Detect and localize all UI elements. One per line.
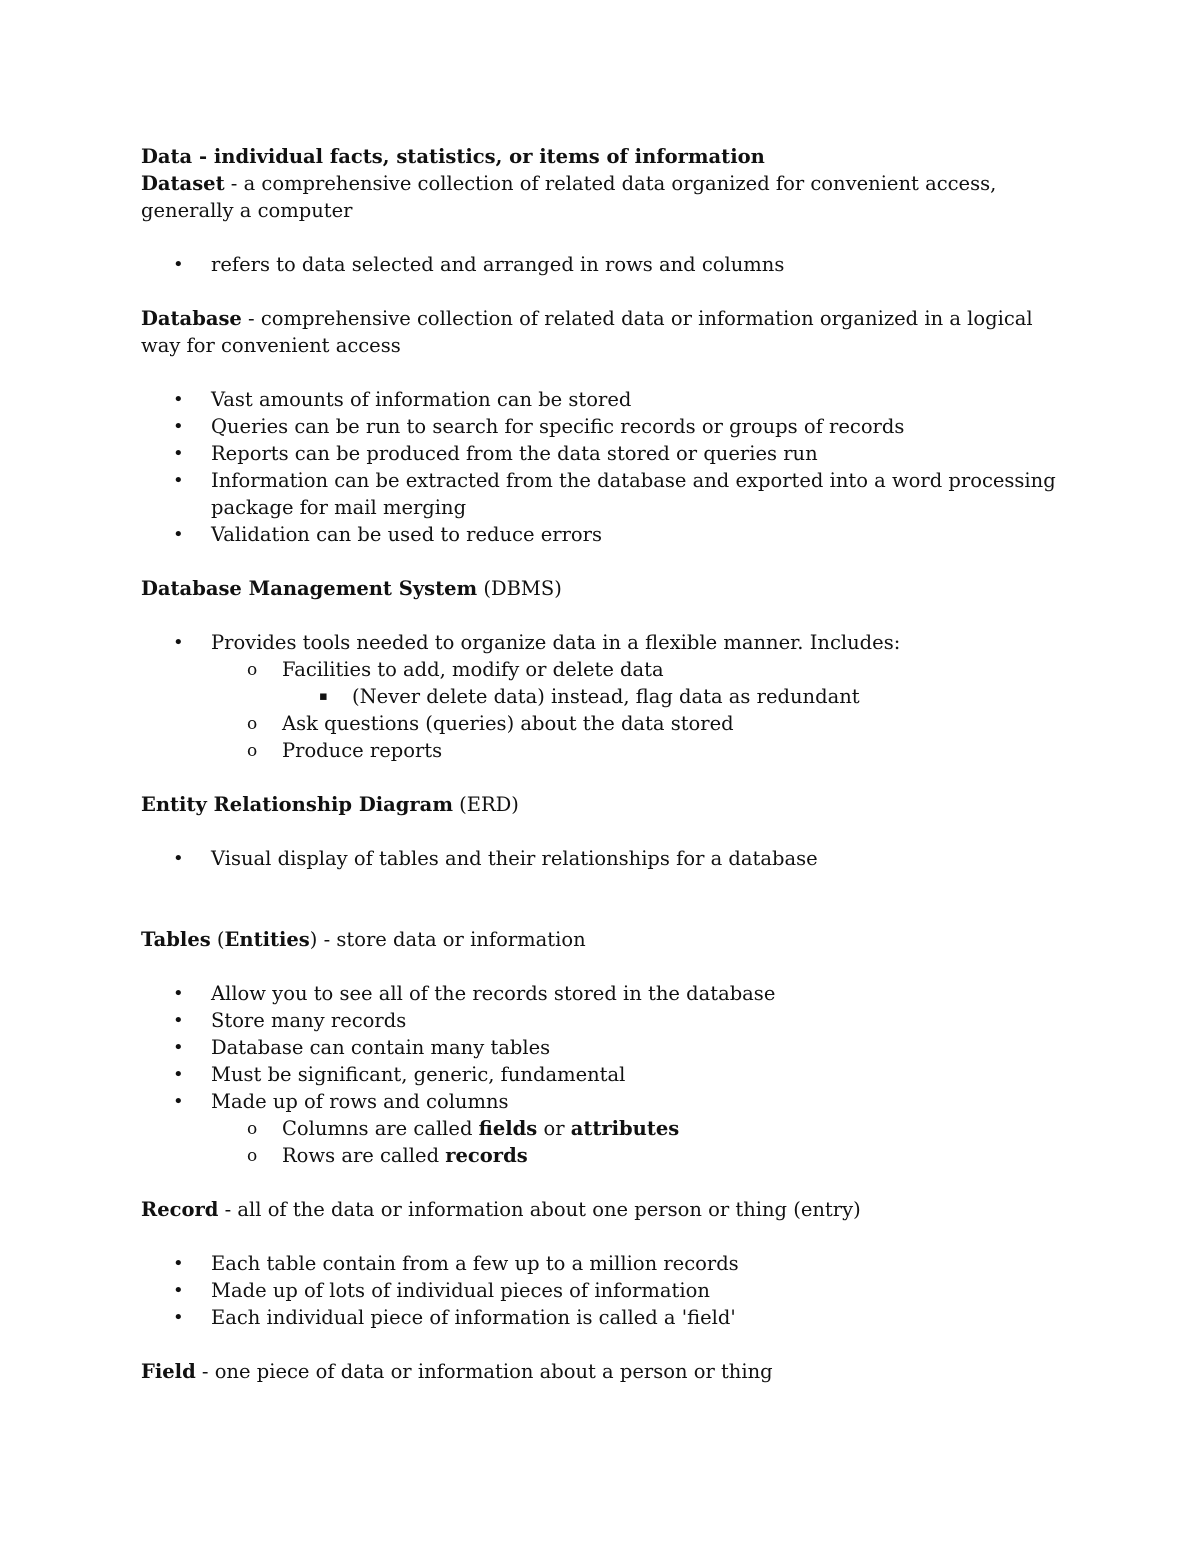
sub-list-item: o Produce reports	[141, 737, 1071, 764]
bullet-icon: •	[173, 1091, 184, 1112]
dataset-definition	[141, 170, 1071, 224]
list-item: • Store many records	[173, 1009, 407, 1032]
list-item: • Queries can be run to search for specific records or groups of records	[173, 415, 905, 438]
list-item: • Visual display of tables and their relationships for a database	[173, 847, 818, 870]
database-definition	[141, 305, 1071, 359]
entities-term: Entities	[224, 928, 310, 951]
bullet-icon: •	[173, 524, 184, 545]
list-item: • Made up of lots of individual pieces of information	[173, 1279, 710, 1302]
erd-term: Entity Relationship Diagram	[141, 793, 453, 816]
record-term: Record	[141, 1198, 219, 1221]
bullet-icon: •	[173, 1253, 184, 1274]
bullet-icon: •	[173, 389, 184, 410]
list-item: • Each individual piece of information is called a 'field'	[173, 1306, 736, 1329]
bullet-icon: •	[173, 443, 184, 464]
bullet-icon: •	[173, 470, 184, 491]
sub-list-item: o Columns are called fields or attributes	[141, 1115, 1071, 1142]
erd-heading: Entity Relationship Diagram (ERD)	[141, 793, 519, 816]
dataset-text: - a comprehensive collection of related data organized for convenient access, generally a computer	[141, 172, 997, 222]
bullet-icon: •	[173, 1037, 184, 1058]
dataset-bullet-list	[141, 251, 1071, 278]
bullet-icon: •	[173, 983, 184, 1004]
tables-bullet-list	[141, 980, 1071, 1169]
list-item: • refers to data selected and arranged in rows and columns	[173, 253, 785, 276]
list-item: • Vast amounts of information can be stored	[173, 388, 632, 411]
circle-bullet-icon: o	[247, 660, 258, 680]
list-item: • Reports can be produced from the data stored or queries run	[173, 442, 818, 465]
list-item: • Made up of rows and columns	[173, 1090, 509, 1113]
circle-bullet-icon: o	[247, 741, 258, 761]
sub-list-item: o Facilities to add, modify or delete data	[141, 656, 1071, 683]
list-item: • Database can contain many tables	[173, 1036, 551, 1059]
sub-list-item: o Ask questions (queries) about the data stored	[141, 710, 1071, 737]
dbms-heading: Database Management System (DBMS)	[141, 577, 562, 600]
dbms-term: Database Management System	[141, 577, 478, 600]
bullet-icon: •	[173, 1010, 184, 1031]
list-item: • Information can be extracted from the database and exported into a word processing package for mail merging	[173, 469, 1056, 519]
square-bullet-icon: ▪	[319, 689, 328, 704]
circle-bullet-icon: o	[247, 714, 258, 734]
list-item: • Must be significant, generic, fundamental	[173, 1063, 626, 1086]
bullet-icon: •	[173, 416, 184, 437]
bullet-icon: •	[173, 632, 184, 653]
dataset-term: Dataset	[141, 172, 225, 195]
circle-bullet-icon: o	[247, 1146, 258, 1166]
dbms-bullet-list	[141, 629, 1071, 764]
data-definition: Data - individual facts, statistics, or items of information	[141, 145, 765, 168]
list-item: • Validation can be used to reduce errors	[173, 523, 602, 546]
sub-sub-list-item: ▪ (Never delete data) instead, flag data as redundant	[319, 685, 860, 708]
document-page	[141, 143, 1071, 1385]
bullet-icon: •	[173, 1307, 184, 1328]
bullet-icon: •	[173, 1280, 184, 1301]
record-bullet-list	[141, 1250, 1071, 1331]
database-term: Database	[141, 307, 242, 330]
bullet-icon: •	[173, 254, 184, 275]
tables-term: Tables	[141, 928, 211, 951]
list-item: • Each table contain from a few up to a million records	[173, 1252, 739, 1275]
field-term: Field	[141, 1360, 196, 1383]
list-item: • Allow you to see all of the records stored in the database	[173, 982, 776, 1005]
sub-list-item: o Rows are called records	[141, 1142, 1071, 1169]
bullet-icon: •	[173, 848, 184, 869]
record-definition: Record - all of the data or information about one person or thing (entry)	[141, 1198, 861, 1221]
database-bullet-list	[141, 386, 1071, 548]
field-definition: Field - one piece of data or information about a person or thing	[141, 1360, 773, 1383]
list-item: • Provides tools needed to organize data in a flexible manner. Includes:	[173, 631, 901, 654]
circle-bullet-icon: o	[247, 1119, 258, 1139]
tables-definition: Tables (Entities) - store data or information	[141, 928, 586, 951]
erd-bullet-list	[141, 845, 1071, 872]
bullet-icon: •	[173, 1064, 184, 1085]
database-text: - comprehensive collection of related data or information organized in a logical way for convenient access	[141, 307, 1033, 357]
